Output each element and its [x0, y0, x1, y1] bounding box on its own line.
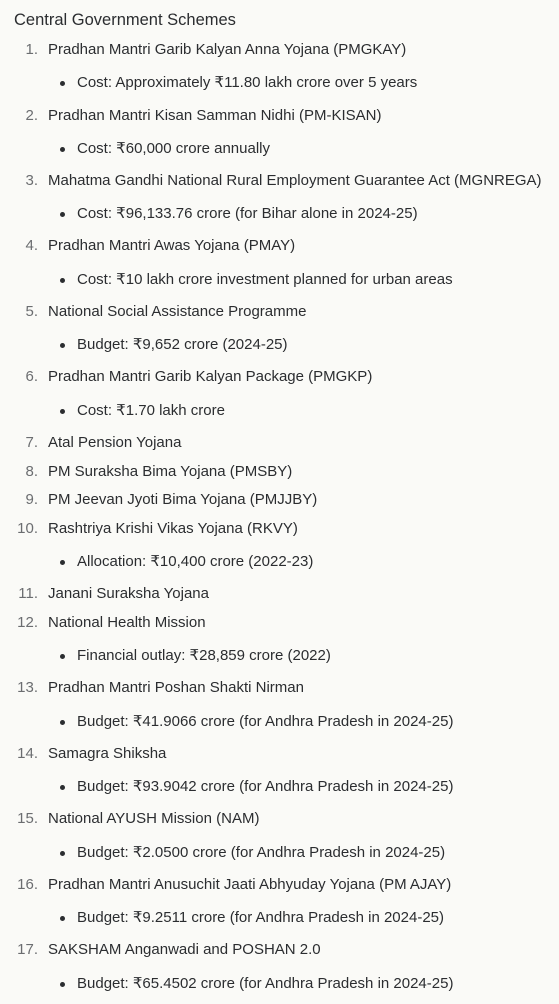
scheme-name: Pradhan Mantri Awas Yojana (PMAY) — [48, 237, 296, 254]
bullet-icon — [60, 982, 65, 987]
bullet-icon — [60, 916, 65, 921]
scheme-name: Rashtriya Krishi Vikas Yojana (RKVY) — [48, 520, 298, 537]
scheme-detail: Cost: ₹96,133.76 crore (for Bihar alone in 2024-25) — [77, 205, 418, 222]
scheme-number: 3. — [25, 172, 38, 189]
scheme-number: 17. — [17, 941, 38, 958]
scheme-detail: Budget: ₹9.2511 crore (for Andhra Pradesh in 2024-25) — [77, 909, 444, 926]
scheme-name: National Social Assistance Programme — [48, 303, 307, 320]
scheme-detail: Cost: ₹1.70 lakh crore — [77, 402, 225, 419]
bullet-icon — [60, 147, 65, 152]
scheme-detail: Cost: ₹60,000 crore annually — [77, 140, 270, 157]
scheme-number: 8. — [25, 463, 38, 480]
scheme-detail: Cost: Approximately ₹11.80 lakh crore over 5 years — [77, 74, 418, 91]
bullet-icon — [60, 720, 65, 725]
scheme-name: National AYUSH Mission (NAM) — [48, 810, 260, 827]
bullet-icon — [60, 81, 65, 86]
scheme-number: 11. — [18, 585, 38, 602]
scheme-name: Pradhan Mantri Poshan Shakti Nirman — [48, 679, 304, 696]
scheme-name: National Health Mission — [48, 614, 206, 631]
section-heading: Central Government Schemes — [14, 11, 236, 29]
scheme-number: 5. — [25, 303, 38, 320]
scheme-name: Atal Pension Yojana — [48, 434, 182, 451]
bullet-icon — [60, 654, 65, 659]
bullet-icon — [60, 278, 65, 283]
scheme-number: 15. — [17, 810, 38, 827]
scheme-number: 2. — [25, 107, 38, 124]
scheme-name: PM Suraksha Bima Yojana (PMSBY) — [48, 463, 293, 480]
scheme-number: 4. — [25, 237, 38, 254]
scheme-detail: Budget: ₹65.4502 crore (for Andhra Pradesh in 2024-25) — [77, 975, 454, 992]
bullet-icon — [60, 212, 65, 217]
scheme-number: 10. — [17, 520, 38, 537]
scheme-name: PM Jeevan Jyoti Bima Yojana (PMJJBY) — [48, 491, 318, 508]
scheme-number: 12. — [17, 614, 38, 631]
bullet-icon — [60, 785, 65, 790]
scheme-name: Janani Suraksha Yojana — [48, 585, 209, 602]
scheme-number: 16. — [17, 876, 38, 893]
scheme-number: 14. — [17, 745, 38, 762]
bullet-icon — [60, 851, 65, 856]
scheme-detail: Allocation: ₹10,400 crore (2022-23) — [77, 553, 314, 570]
scheme-name: Samagra Shiksha — [48, 745, 167, 762]
scheme-detail: Budget: ₹93.9042 crore (for Andhra Pradesh in 2024-25) — [77, 778, 454, 795]
scheme-number: 13. — [17, 679, 38, 696]
bullet-icon — [60, 409, 65, 414]
bullet-icon — [60, 560, 65, 565]
scheme-detail: Budget: ₹2.0500 crore (for Andhra Pradesh in 2024-25) — [77, 844, 446, 861]
scheme-name: SAKSHAM Anganwadi and POSHAN 2.0 — [48, 941, 321, 958]
scheme-name: Pradhan Mantri Kisan Samman Nidhi (PM-KISAN) — [48, 107, 382, 124]
scheme-detail: Budget: ₹9,652 crore (2024-25) — [77, 336, 288, 353]
scheme-number: 7. — [25, 434, 38, 451]
scheme-name: Mahatma Gandhi National Rural Employment Guarantee Act (MGNREGA) — [48, 172, 542, 189]
scheme-name: Pradhan Mantri Garib Kalyan Anna Yojana (PMGKAY) — [48, 41, 407, 58]
scheme-number: 6. — [25, 368, 38, 385]
scheme-number: 9. — [25, 491, 38, 508]
scheme-number: 1. — [25, 41, 38, 58]
scheme-detail: Cost: ₹10 lakh crore investment planned for urban areas — [77, 271, 453, 288]
scheme-detail: Budget: ₹41.9066 crore (for Andhra Pradesh in 2024-25) — [77, 713, 454, 730]
scheme-detail: Financial outlay: ₹28,859 crore (2022) — [77, 647, 331, 664]
bullet-icon — [60, 343, 65, 348]
scheme-name: Pradhan Mantri Anusuchit Jaati Abhyuday Yojana (PM AJAY) — [48, 876, 452, 893]
scheme-name: Pradhan Mantri Garib Kalyan Package (PMGKP) — [48, 368, 373, 385]
